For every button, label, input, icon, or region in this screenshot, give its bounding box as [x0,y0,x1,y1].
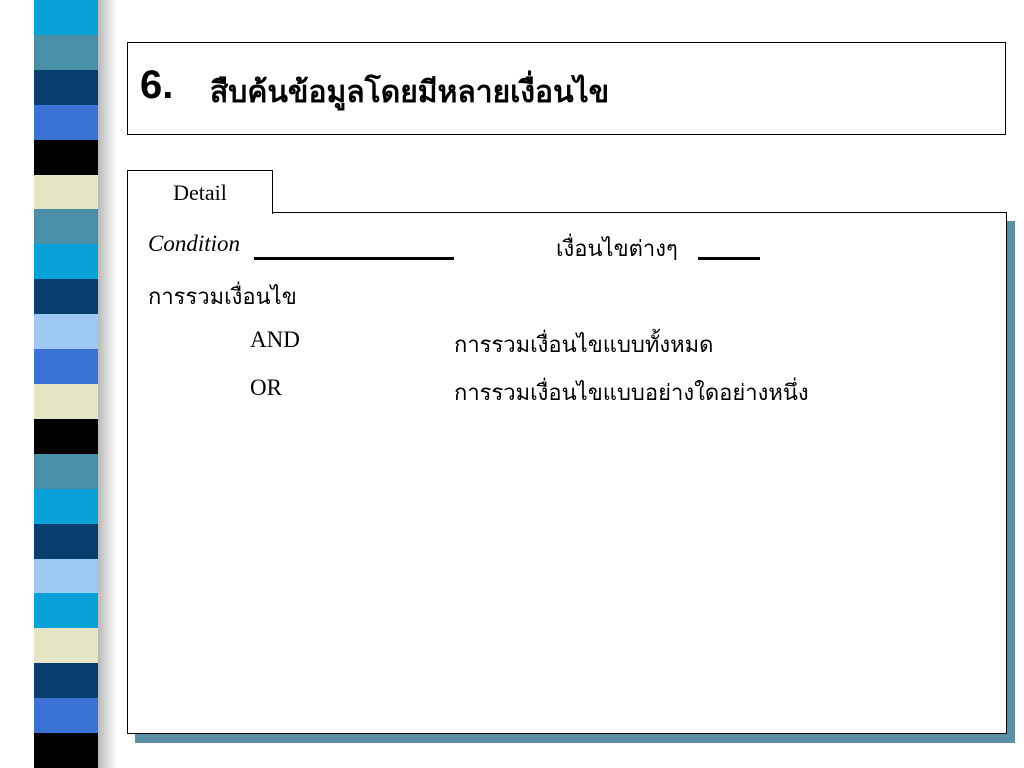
tab-detail[interactable]: Detail [127,170,273,214]
stripe-shadow [98,0,118,768]
stripe-segment [34,593,98,628]
stripe-segment [34,349,98,384]
stripe-segment [34,628,98,663]
stripe-segment [34,524,98,559]
condition-blank-line [254,257,454,260]
detail-panel [127,212,1007,734]
stripe-segment [34,140,98,175]
stripe-segment [34,663,98,698]
conditions-blank-line [698,257,760,260]
stripe-segment [34,559,98,594]
stripe-segment [34,35,98,70]
slide-number: 6. [140,63,174,107]
stripe-segment [34,489,98,524]
stripe-segment [34,209,98,244]
combine-conditions-label: การรวมเงื่อนไข [148,285,297,310]
condition-label: Condition [148,231,241,256]
stripe-segment [34,454,98,489]
title-box [127,42,1006,135]
slide-title: สืบค้นข้อมูลโดยมีหลายเงื่อนไข [210,75,610,110]
stripe-segment [34,244,98,279]
and-operator-description: การรวมเงื่อนไขแบบทั้งหมด [454,333,714,358]
stripe-segment [34,419,98,454]
stripe-segment [34,384,98,419]
and-operator-label: AND [250,327,300,352]
stripe-segment [34,314,98,349]
stripe-segment [34,733,98,768]
stripe-segment [34,175,98,210]
conditions-label: เงื่อนไขต่างๆ [556,237,678,262]
or-operator-description: การรวมเงื่อนไขแบบอย่างใดอย่างหนึ่ง [454,381,809,406]
or-operator-label: OR [250,375,282,400]
stripe-segment [34,698,98,733]
stripe-segment [34,279,98,314]
stripe-segment [34,70,98,105]
stripe-segment [34,0,98,35]
stripe-segment [34,105,98,140]
decorative-stripe [34,0,98,768]
